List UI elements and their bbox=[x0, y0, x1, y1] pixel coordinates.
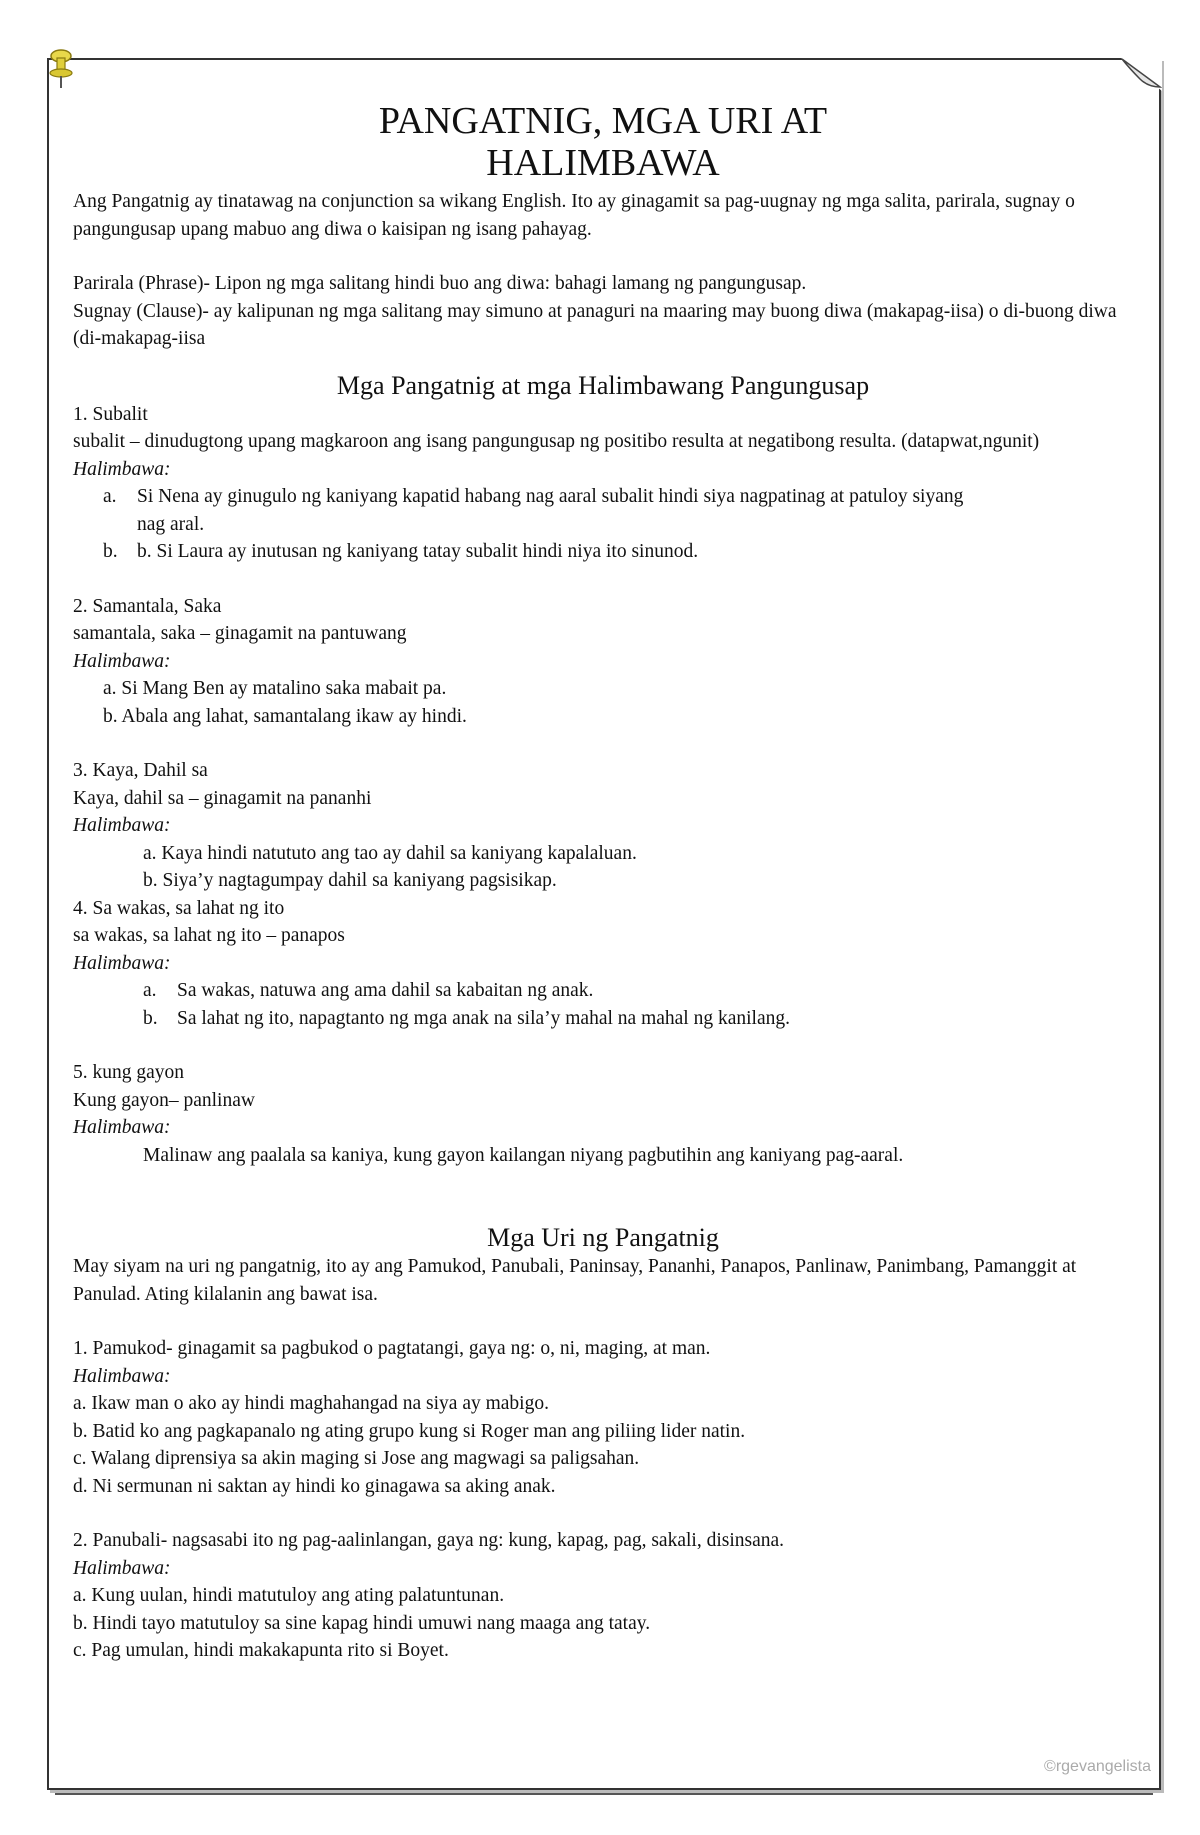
list-item: b. Hindi tayo matutuloy sa sine kapag hindi umuwi nang maaga ang tatay. bbox=[73, 1612, 651, 1634]
page-bottom-edge bbox=[55, 1788, 1153, 1795]
item-description: samantala, saka – ginagamit na pantuwang bbox=[73, 623, 407, 644]
list-item: a. Ikaw man o ako ay hindi maghahangad na siya ay mabigo. bbox=[73, 1393, 549, 1414]
definition-phrase: Parirala (Phrase)- Lipon ng mga salitang hindi buo ang diwa: bahagi lamang ng pangungusap. bbox=[73, 273, 807, 294]
list-item: Malinaw ang paalala sa kaniya, kung gayon kailangan niyang pagbutihin ang kaniyang pag-aaral. bbox=[143, 1144, 904, 1166]
item-description: subalit – dinudugtong upang magkaroon ang isang pangungusap ng positibo resulta at negatibong resulta. (datapwat,ngunit) bbox=[73, 431, 1040, 452]
document-body bbox=[73, 100, 1133, 1665]
example-label: Halimbawa: bbox=[73, 1365, 171, 1387]
item-heading: 2. Samantala, Saka bbox=[73, 595, 222, 617]
item-description: sa wakas, sa lahat ng ito – panapos bbox=[73, 925, 345, 946]
list-item: b. Batid ko ang pagkapanalo ng ating grupo kung si Roger man ang piliing lider natin. bbox=[73, 1420, 746, 1442]
list-item: a. Sa wakas, natuwa ang ama dahil sa kabaitan ng anak. bbox=[143, 980, 594, 1001]
list-item: a. Kaya hindi natututo ang tao ay dahil sa kaniyang kapalaluan. bbox=[143, 842, 637, 864]
intro-paragraph: Ang Pangatnig ay tinatawag na conjunction sa wikang English. Ito ay ginagamit sa pag-uugnay ng mga salita, parirala, sugnay o pangungusap upang mabuo ang diwa o kaisipan ng isang pahayag. bbox=[73, 191, 1075, 240]
list-item: c. Pag umulan, hindi makakapunta rito si Boyet. bbox=[73, 1640, 449, 1661]
list-item: a. Si Mang Ben ay matalino saka mabait pa. bbox=[103, 678, 447, 699]
item-heading: 4. Sa wakas, sa lahat ng ito bbox=[73, 897, 285, 919]
page-curl-icon bbox=[1120, 57, 1162, 91]
list-item: a. Si Nena ay ginugulo ng kaniyang kapatid habang nag aaral subalit hindi siya nagpatinag at patuloy siyang nag aral. bbox=[103, 486, 964, 535]
item-heading: 5. kung gayon bbox=[73, 1062, 185, 1083]
item-heading: 3. Kaya, Dahil sa bbox=[73, 760, 208, 781]
item-heading: 2. Panubali- nagsasabi ito ng pag-aalinlangan, gaya ng: kung, kapag, pag, sakali, disinsana. bbox=[73, 1530, 785, 1551]
types-intro: May siyam na uri ng pangatnig, ito ay ang Pamukod, Panubali, Paninsay, Pananhi, Panapos, Panlinaw, Panimbang, Pamanggit at Panulad. Ating kilalanin ang bawat isa. bbox=[73, 1256, 1077, 1305]
example-label: Halimbawa: bbox=[73, 458, 171, 480]
example-label: Halimbawa: bbox=[73, 952, 171, 974]
item-heading: 1. Subalit bbox=[73, 403, 148, 425]
item-description: Kung gayon– panlinaw bbox=[73, 1089, 255, 1111]
section-heading-examples: Mga Pangatnig at mga Halimbawang Pangungusap bbox=[336, 370, 870, 400]
example-label: Halimbawa: bbox=[73, 1117, 171, 1138]
list-item: b. Sa lahat ng ito, napagtanto ng mga anak na sila’y mahal na mahal ng kanilang. bbox=[143, 1007, 790, 1029]
pushpin-icon bbox=[47, 48, 75, 90]
page-title bbox=[73, 100, 1133, 184]
paper-sheet bbox=[47, 58, 1161, 1790]
example-label: Halimbawa: bbox=[73, 1557, 171, 1579]
example-label: Halimbawa: bbox=[73, 815, 171, 836]
list-item: b. Abala ang lahat, samantalang ikaw ay hindi. bbox=[103, 705, 467, 727]
title-line2: HALIMBAWA bbox=[486, 142, 720, 184]
item-description: Kaya, dahil sa – ginagamit na pananhi bbox=[73, 787, 372, 809]
item-heading: 1. Pamukod- ginagamit sa pagbukod o pagtatangi, gaya ng: o, ni, maging, at man. bbox=[73, 1338, 711, 1359]
definition-clause: Sugnay (Clause)- ay kalipunan ng mga salitang may simuno at panaguri na maaring may buong diwa (makapag-iisa) o di-buong diwa (di-makapag-iisa bbox=[73, 300, 1117, 349]
example-label: Halimbawa: bbox=[73, 650, 171, 672]
list-item: b. b. Si Laura ay inutusan ng kaniyang tatay subalit hindi niya ito sinunod. bbox=[103, 541, 699, 562]
list-item: a. Kung uulan, hindi matutuloy ang ating palatuntunan. bbox=[73, 1585, 505, 1606]
list-item: b. Siya’y nagtagumpay dahil sa kaniyang pagsisikap. bbox=[143, 870, 557, 891]
title-line1: PANGATNIG, MGA URI AT bbox=[378, 100, 828, 142]
watermark: ©rgevangelista bbox=[1044, 1758, 1151, 1775]
section-heading-types: Mga Uri ng Pangatnig bbox=[487, 1223, 719, 1252]
list-item: d. Ni sermunan ni saktan ay hindi ko ginagawa sa aking anak. bbox=[73, 1475, 556, 1497]
list-item: c. Walang diprensiya sa akin maging si Jose ang magwagi sa paligsahan. bbox=[73, 1448, 640, 1469]
